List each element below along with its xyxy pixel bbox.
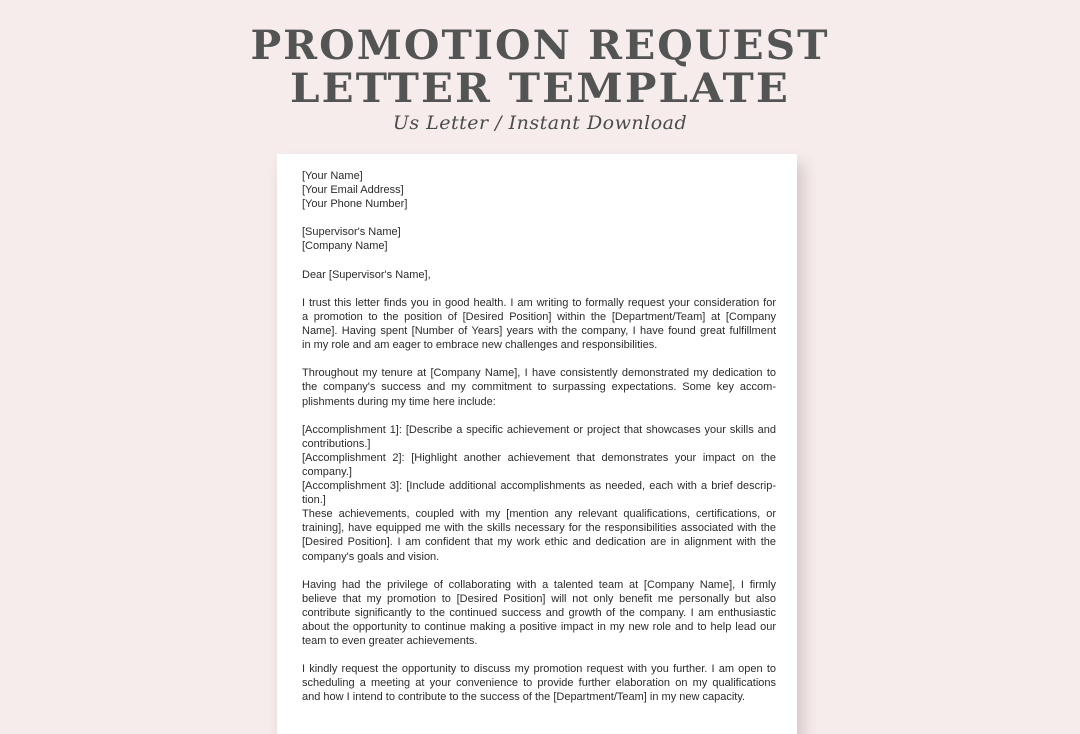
paragraph-4-line: about the opportunity to continue making a positive impact in my new role and to help lead our: [302, 621, 776, 633]
accomplishment-line: [Accomplishment 1]: [Describe a specific achievement or project that showcases your skills and: [302, 423, 776, 436]
paragraph-2-line: the company's success and my commitment to surpassing expectations. Some key accom-: [302, 381, 776, 394]
paragraph-1-line: Name]. Having spent [Number of Years] years with the company, I have found great fulfillment: [302, 325, 776, 338]
spacer: [302, 409, 776, 423]
letter-body: [302, 169, 776, 705]
paragraph-1-line: I trust this letter finds you in good health. I am writing to formally request your consideration for: [302, 296, 776, 309]
paragraph-1-line: in my role and am eager to embrace new challenges and responsibilities.: [302, 339, 658, 352]
sender-phone: [Your Phone Number]: [302, 198, 408, 211]
paragraph-3-line: company's goals and vision.: [302, 550, 440, 563]
spacer: [302, 352, 776, 366]
recipient-company: [Company Name]: [302, 240, 388, 253]
paragraph-4-line: team to even greater achievements.: [302, 635, 478, 648]
spacer: [302, 648, 776, 662]
spacer: [302, 282, 776, 296]
paragraph-4-line: contribute significantly to the continued success and growth of the company. I am enthusiastic: [302, 606, 776, 619]
spacer: [302, 564, 776, 578]
accomplishment-line: [Accomplishment 2]: [Highlight another achievement that demonstrates your impact on the: [302, 451, 776, 464]
paragraph-3-line: [Desired Position]. I am confident that my work ethic and dedication are in alignment with the: [302, 536, 776, 549]
paragraph-2-line: Throughout my tenure at [Company Name], I have consistently demonstrated my dedication to: [302, 367, 776, 380]
paragraph-5-line: and how I intend to contribute to the success of the [Department/Team] in my new capacity.: [302, 691, 746, 704]
sender-name: [Your Name]: [302, 170, 363, 182]
accomplishment-line: [Accomplishment 3]: [Include additional accomplishments as needed, each with a brief descrip-: [302, 480, 776, 493]
paragraph-5-line: I kindly request the opportunity to discuss my promotion request with you further. I am open to: [302, 663, 776, 676]
paragraph-5-line: scheduling a meeting at your convenience to provide further elaboration on my qualifications: [302, 677, 776, 690]
salutation: Dear [Supervisor's Name],: [302, 268, 431, 281]
accomplishment-line: contributions.]: [302, 437, 371, 450]
accomplishment-line: tion.]: [302, 494, 326, 507]
recipient-name: [Supervisor's Name]: [302, 226, 401, 239]
paragraph-2-line: plishments during my time here include:: [302, 395, 496, 408]
spacer: [302, 211, 776, 225]
page-subtitle: Us Letter / Instant Download: [392, 112, 688, 134]
paragraph-1-line: a promotion to the position of [Desired Position] within the [Department/Team] at [Company: [302, 310, 776, 323]
paragraph-3-line: training], have equipped me with the skills necessary for the responsibilities associated with the: [302, 522, 776, 535]
paragraph-3-line: These achievements, coupled with my [mention any relevant qualifications, certifications, or: [302, 508, 776, 521]
spacer: [302, 254, 776, 268]
page-title-line-2: LETTER TEMPLATE: [289, 65, 791, 112]
sender-email: [Your Email Address]: [302, 184, 404, 197]
paragraph-4-line: believe that my promotion to [Desired Position] will not only benefit me personally but also: [302, 592, 776, 605]
page-title-line-1: PROMOTION REQUEST: [250, 22, 830, 69]
accomplishment-line: company.]: [302, 465, 352, 478]
paragraph-4-line: Having had the privilege of collaborating with a talented team at [Company Name], I firmly: [302, 578, 776, 591]
